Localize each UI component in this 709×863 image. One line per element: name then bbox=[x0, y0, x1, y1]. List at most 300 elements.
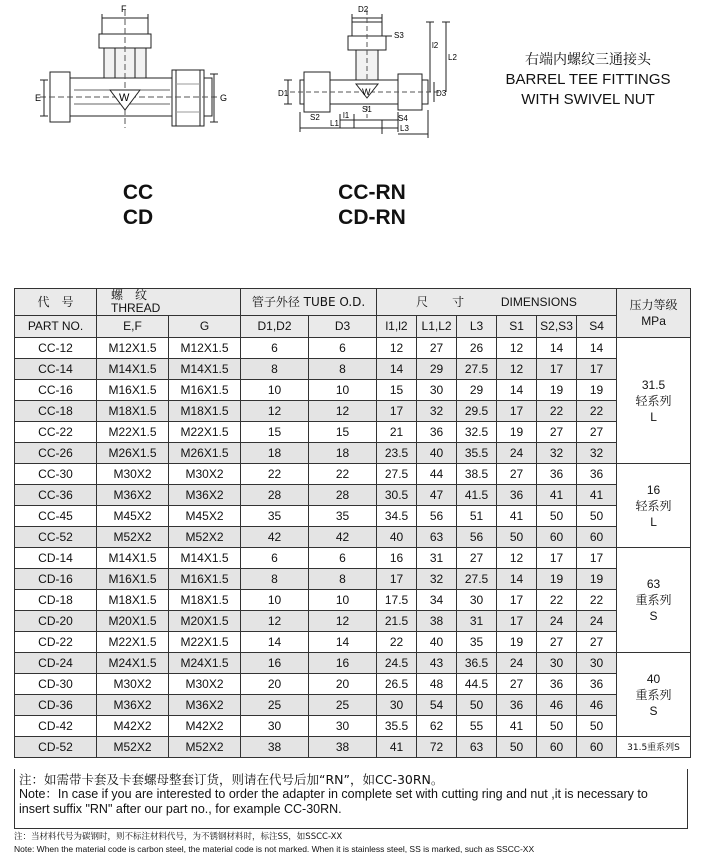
spec-cell: 32.5 bbox=[457, 422, 497, 443]
spec-cell: M24X1.5 bbox=[97, 653, 169, 674]
table-row bbox=[15, 338, 691, 359]
spec-cell: M52X2 bbox=[169, 737, 241, 758]
spec-cell: 30 bbox=[241, 716, 309, 737]
spec-cell: 19 bbox=[577, 569, 617, 590]
part-number-cell: CC-45 bbox=[15, 506, 97, 527]
spec-cell: 35 bbox=[457, 632, 497, 653]
spec-cell: 36 bbox=[537, 674, 577, 695]
spec-cell: M12X1.5 bbox=[97, 338, 169, 359]
product-title bbox=[478, 50, 698, 110]
title-en-line1: BARREL TEE FITTINGS bbox=[505, 71, 671, 88]
spec-cell: 35 bbox=[241, 506, 309, 527]
pressure-code: S bbox=[649, 609, 658, 623]
spec-cell: 41 bbox=[497, 506, 537, 527]
spec-cell: 27.5 bbox=[457, 359, 497, 380]
spec-cell: 19 bbox=[497, 632, 537, 653]
spec-cell: 22 bbox=[309, 464, 377, 485]
header-col: E,F bbox=[97, 316, 169, 338]
label-W-right: W bbox=[362, 87, 371, 97]
pressure-group-cell bbox=[617, 548, 691, 653]
spec-cell: 8 bbox=[309, 359, 377, 380]
spec-cell: 29 bbox=[417, 359, 457, 380]
spec-cell: 46 bbox=[577, 695, 617, 716]
spec-cell: 25 bbox=[241, 695, 309, 716]
spec-cell: 8 bbox=[241, 359, 309, 380]
spec-cell: 14 bbox=[497, 569, 537, 590]
spec-cell: 26.5 bbox=[377, 674, 417, 695]
table-row bbox=[15, 590, 691, 611]
spec-cell: 56 bbox=[457, 527, 497, 548]
part-number-cell: CC-26 bbox=[15, 443, 97, 464]
spec-cell: 34.5 bbox=[377, 506, 417, 527]
table-row bbox=[15, 422, 691, 443]
spec-cell: 12 bbox=[309, 401, 377, 422]
header-pressure bbox=[617, 289, 691, 338]
label-l2: l2 bbox=[432, 41, 439, 50]
spec-cell: 17 bbox=[537, 359, 577, 380]
technical-drawings bbox=[0, 0, 709, 280]
code-cd: CD bbox=[122, 206, 154, 229]
spec-cell: M14X1.5 bbox=[169, 359, 241, 380]
header-tube-od: 管子外径 TUBE O.D. bbox=[241, 289, 377, 316]
spec-cell: 10 bbox=[241, 590, 309, 611]
spec-cell: 41 bbox=[377, 737, 417, 758]
title-cn: 右端内螺纹三通接头 bbox=[525, 52, 651, 68]
pressure-mpa: 16 bbox=[646, 482, 661, 497]
spec-cell: 32 bbox=[417, 401, 457, 422]
right-tee-drawing bbox=[284, 10, 450, 138]
spec-cell: 22 bbox=[577, 401, 617, 422]
spec-cell: 10 bbox=[309, 590, 377, 611]
header-col: D3 bbox=[309, 316, 377, 338]
spec-cell: 27 bbox=[497, 674, 537, 695]
table-row bbox=[15, 695, 691, 716]
spec-cell: 10 bbox=[241, 380, 309, 401]
pressure-cn: 轻系列 bbox=[635, 498, 672, 513]
spec-cell: 14 bbox=[377, 359, 417, 380]
header-col: S2,S3 bbox=[537, 316, 577, 338]
table-row bbox=[15, 569, 691, 590]
table-row bbox=[15, 611, 691, 632]
pressure-mpa: 31.5 bbox=[641, 377, 666, 392]
part-number-cell: CD-52 bbox=[15, 737, 97, 758]
order-note bbox=[14, 769, 688, 829]
header-col: L1,L2 bbox=[417, 316, 457, 338]
spec-cell: 40 bbox=[417, 632, 457, 653]
spec-cell: 50 bbox=[497, 527, 537, 548]
spec-cell: 27 bbox=[457, 548, 497, 569]
label-W-left: W bbox=[119, 92, 130, 104]
spec-cell: M30X2 bbox=[169, 464, 241, 485]
spec-cell: 30 bbox=[537, 653, 577, 674]
spec-cell: 14 bbox=[309, 632, 377, 653]
table-row bbox=[15, 674, 691, 695]
spec-cell: 21.5 bbox=[377, 611, 417, 632]
spec-cell: M16X1.5 bbox=[169, 380, 241, 401]
spec-cell: 27 bbox=[577, 632, 617, 653]
spec-cell: 41.5 bbox=[457, 485, 497, 506]
table-row bbox=[15, 485, 691, 506]
note-en-line2: insert suffix "RN" after our part no., for example CC-30RN. bbox=[19, 802, 342, 816]
header-dimensions bbox=[377, 289, 617, 316]
spec-cell: 63 bbox=[417, 527, 457, 548]
code-cd-rn: CD-RN bbox=[338, 206, 406, 229]
code-cc: CC bbox=[122, 181, 154, 204]
spec-cell: 8 bbox=[309, 569, 377, 590]
spec-cell: 30 bbox=[417, 380, 457, 401]
spec-cell: 22 bbox=[577, 590, 617, 611]
spec-cell: 17 bbox=[537, 548, 577, 569]
pressure-code: L bbox=[650, 409, 657, 424]
part-number-cell: CD-14 bbox=[15, 548, 97, 569]
spec-cell: 30 bbox=[377, 695, 417, 716]
header-dim-cn: 尺 寸 bbox=[416, 294, 465, 309]
spec-cell: 29 bbox=[457, 380, 497, 401]
spec-cell: 24 bbox=[537, 611, 577, 632]
label-D3: D3 bbox=[436, 89, 447, 98]
spec-cell: 36 bbox=[577, 674, 617, 695]
spec-cell: 44.5 bbox=[457, 674, 497, 695]
footnote-en: Note: When the material code is carbon steel, the material code is not marked. When it is stainless steel, SS is marked, such as SSCC-XX bbox=[14, 844, 535, 854]
spec-cell: 35.5 bbox=[457, 443, 497, 464]
spec-cell: 46 bbox=[537, 695, 577, 716]
pressure-group-cell bbox=[617, 653, 691, 737]
part-number-cell: CC-14 bbox=[15, 359, 97, 380]
label-L1: L1 bbox=[330, 119, 339, 128]
spec-cell: 17 bbox=[377, 401, 417, 422]
part-number-cell: CC-52 bbox=[15, 527, 97, 548]
spec-cell: 19 bbox=[537, 569, 577, 590]
spec-cell: 50 bbox=[577, 716, 617, 737]
spec-cell: 50 bbox=[577, 506, 617, 527]
spec-cell: 12 bbox=[377, 338, 417, 359]
spec-cell: 6 bbox=[241, 338, 309, 359]
spec-cell: M18X1.5 bbox=[169, 590, 241, 611]
spec-cell: 15 bbox=[241, 422, 309, 443]
header-thread-en: THREAD bbox=[111, 301, 161, 315]
spec-cell: 19 bbox=[577, 380, 617, 401]
table-row bbox=[15, 443, 691, 464]
pressure-single: 31.5重系列S bbox=[627, 742, 680, 753]
spec-cell: 14 bbox=[577, 338, 617, 359]
spec-cell: 54 bbox=[417, 695, 457, 716]
spec-cell: 31 bbox=[457, 611, 497, 632]
spec-cell: 36.5 bbox=[457, 653, 497, 674]
pressure-code: L bbox=[650, 514, 657, 529]
spec-cell: 24 bbox=[577, 611, 617, 632]
spec-cell: 36 bbox=[497, 695, 537, 716]
table-row bbox=[15, 527, 691, 548]
spec-cell: 20 bbox=[309, 674, 377, 695]
spec-cell: M45X2 bbox=[169, 506, 241, 527]
spec-cell: 20 bbox=[241, 674, 309, 695]
header-thread-cn: 螺 纹 bbox=[111, 288, 148, 302]
header-col: L3 bbox=[457, 316, 497, 338]
table-row bbox=[15, 464, 691, 485]
label-G: G bbox=[220, 93, 228, 103]
spec-cell: 30 bbox=[577, 653, 617, 674]
codes-left bbox=[108, 180, 168, 230]
spec-cell: M26X1.5 bbox=[169, 443, 241, 464]
spec-cell: 24 bbox=[497, 443, 537, 464]
spec-cell: 44 bbox=[417, 464, 457, 485]
part-number-cell: CD-30 bbox=[15, 674, 97, 695]
spec-cell: 51 bbox=[457, 506, 497, 527]
table-row bbox=[15, 548, 691, 569]
spec-cell: 27 bbox=[577, 422, 617, 443]
spec-cell: 32 bbox=[537, 443, 577, 464]
spec-cell: M42X2 bbox=[169, 716, 241, 737]
spec-cell: M18X1.5 bbox=[97, 590, 169, 611]
spec-cell: 42 bbox=[309, 527, 377, 548]
spec-cell: M16X1.5 bbox=[97, 380, 169, 401]
pressure-group-cell bbox=[617, 338, 691, 464]
pressure-cn: 轻系列 bbox=[635, 393, 672, 408]
spec-cell: M20X1.5 bbox=[97, 611, 169, 632]
spec-cell: 17 bbox=[577, 548, 617, 569]
spec-cell: 27 bbox=[537, 422, 577, 443]
spec-cell: M18X1.5 bbox=[169, 401, 241, 422]
spec-cell: 60 bbox=[537, 527, 577, 548]
spec-cell: 43 bbox=[417, 653, 457, 674]
spec-cell: M12X1.5 bbox=[169, 338, 241, 359]
spec-cell: 22 bbox=[537, 401, 577, 422]
spec-cell: 17 bbox=[497, 611, 537, 632]
spec-cell: 62 bbox=[417, 716, 457, 737]
table-header bbox=[15, 289, 691, 338]
spec-cell: 22 bbox=[377, 632, 417, 653]
spec-cell: M22X1.5 bbox=[97, 422, 169, 443]
spec-cell: M14X1.5 bbox=[169, 548, 241, 569]
spec-cell: 27 bbox=[497, 464, 537, 485]
table-body bbox=[15, 338, 691, 758]
spec-cell: 63 bbox=[457, 737, 497, 758]
spec-cell: 50 bbox=[497, 737, 537, 758]
spec-table bbox=[14, 288, 691, 758]
spec-cell: M14X1.5 bbox=[97, 548, 169, 569]
spec-cell: 15 bbox=[309, 422, 377, 443]
spec-cell: 12 bbox=[497, 548, 537, 569]
spec-cell: M52X2 bbox=[97, 737, 169, 758]
spec-cell: 50 bbox=[537, 506, 577, 527]
spec-cell: 60 bbox=[537, 737, 577, 758]
table-row bbox=[15, 653, 691, 674]
spec-cell: 38.5 bbox=[457, 464, 497, 485]
pressure-cn: 重系列 bbox=[635, 687, 672, 702]
header-thread bbox=[97, 289, 241, 316]
spec-cell: 28 bbox=[309, 485, 377, 506]
spec-cell: M22X1.5 bbox=[169, 422, 241, 443]
label-D2: D2 bbox=[358, 5, 369, 14]
table-row bbox=[15, 359, 691, 380]
spec-cell: 29.5 bbox=[457, 401, 497, 422]
label-S3: S3 bbox=[394, 31, 404, 40]
note-cn: 注：如需带卡套及卡套螺母整套订货，则请在代号后加“RN”，如CC-30RN。 bbox=[19, 772, 444, 787]
pressure-group-cell bbox=[617, 737, 691, 758]
left-tee-drawing bbox=[40, 10, 220, 128]
spec-cell: 47 bbox=[417, 485, 457, 506]
label-F: F bbox=[121, 4, 127, 14]
spec-cell: 30 bbox=[457, 590, 497, 611]
part-number-cell: CD-22 bbox=[15, 632, 97, 653]
label-D1: D1 bbox=[278, 89, 289, 98]
spec-cell: M36X2 bbox=[169, 485, 241, 506]
codes-right bbox=[322, 180, 422, 230]
spec-cell: 19 bbox=[537, 380, 577, 401]
header-pressure-unit: MPa bbox=[641, 314, 666, 328]
spec-cell: 12 bbox=[497, 338, 537, 359]
title-en-line2: WITH SWIVEL NUT bbox=[521, 91, 655, 108]
pressure-cn: 重系列 bbox=[635, 593, 672, 607]
spec-cell: 35 bbox=[309, 506, 377, 527]
spec-cell: 32 bbox=[577, 443, 617, 464]
label-S1: S1 bbox=[362, 105, 372, 114]
part-number-cell: CD-42 bbox=[15, 716, 97, 737]
label-l1: l1 bbox=[343, 111, 350, 120]
part-number-cell: CD-18 bbox=[15, 590, 97, 611]
spec-cell: M52X2 bbox=[169, 527, 241, 548]
spec-cell: 17 bbox=[497, 590, 537, 611]
header-part-en: PART NO. bbox=[15, 316, 97, 338]
part-number-cell: CC-16 bbox=[15, 380, 97, 401]
spec-cell: 22 bbox=[537, 590, 577, 611]
spec-cell: M36X2 bbox=[97, 485, 169, 506]
spec-cell: 36 bbox=[417, 422, 457, 443]
spec-cell: 6 bbox=[309, 338, 377, 359]
spec-cell: 6 bbox=[241, 548, 309, 569]
spec-cell: M36X2 bbox=[169, 695, 241, 716]
spec-cell: 16 bbox=[309, 653, 377, 674]
spec-cell: 19 bbox=[497, 422, 537, 443]
spec-cell: 25 bbox=[309, 695, 377, 716]
part-number-cell: CC-12 bbox=[15, 338, 97, 359]
spec-cell: 17.5 bbox=[377, 590, 417, 611]
spec-cell: 17 bbox=[577, 359, 617, 380]
label-S2: S2 bbox=[310, 113, 320, 122]
spec-cell: 16 bbox=[377, 548, 417, 569]
spec-cell: 24.5 bbox=[377, 653, 417, 674]
label-E: E bbox=[35, 93, 42, 103]
spec-cell: M30X2 bbox=[97, 674, 169, 695]
table-row bbox=[15, 632, 691, 653]
spec-cell: M24X1.5 bbox=[169, 653, 241, 674]
spec-cell: 10 bbox=[309, 380, 377, 401]
spec-cell: 31 bbox=[417, 548, 457, 569]
spec-cell: 24 bbox=[497, 653, 537, 674]
spec-cell: 36 bbox=[537, 464, 577, 485]
part-number-cell: CD-20 bbox=[15, 611, 97, 632]
pressure-code: S bbox=[649, 703, 658, 718]
header-col: G bbox=[169, 316, 241, 338]
label-L2: L2 bbox=[448, 53, 457, 62]
spec-cell: 38 bbox=[241, 737, 309, 758]
spec-cell: 50 bbox=[537, 716, 577, 737]
header-col: S1 bbox=[497, 316, 537, 338]
spec-cell: M52X2 bbox=[97, 527, 169, 548]
spec-cell: 12 bbox=[497, 359, 537, 380]
table-row bbox=[15, 401, 691, 422]
spec-cell: 12 bbox=[241, 611, 309, 632]
pressure-group-cell bbox=[617, 464, 691, 548]
spec-cell: 14 bbox=[537, 338, 577, 359]
table-row bbox=[15, 380, 691, 401]
spec-cell: 38 bbox=[417, 611, 457, 632]
spec-cell: 41 bbox=[577, 485, 617, 506]
spec-cell: 18 bbox=[241, 443, 309, 464]
spec-cell: 30.5 bbox=[377, 485, 417, 506]
header-dim-en: DIMENSIONS bbox=[500, 294, 577, 309]
part-number-cell: CC-36 bbox=[15, 485, 97, 506]
spec-cell: 6 bbox=[309, 548, 377, 569]
spec-cell: 34 bbox=[417, 590, 457, 611]
spec-cell: M22X1.5 bbox=[169, 632, 241, 653]
spec-cell: M45X2 bbox=[97, 506, 169, 527]
spec-cell: 8 bbox=[241, 569, 309, 590]
spec-cell: 48 bbox=[417, 674, 457, 695]
spec-cell: 23.5 bbox=[377, 443, 417, 464]
spec-cell: 26 bbox=[457, 338, 497, 359]
part-number-cell: CC-18 bbox=[15, 401, 97, 422]
spec-cell: M36X2 bbox=[97, 695, 169, 716]
part-number-cell: CD-24 bbox=[15, 653, 97, 674]
label-S4: S4 bbox=[398, 114, 408, 123]
spec-cell: 27.5 bbox=[377, 464, 417, 485]
spec-cell: M30X2 bbox=[97, 464, 169, 485]
note-en-line1: Note：In case if you are interested to order the adapter in complete set with cutting ring and nut ,it is necessary to bbox=[19, 787, 648, 801]
spec-cell: M26X1.5 bbox=[97, 443, 169, 464]
spec-cell: 56 bbox=[417, 506, 457, 527]
footnote-cn: 注：当材料代号为碳钢时，则不标注材料代号，为不锈钢材料时，标注SS，如SSCC-XX bbox=[14, 832, 343, 842]
spec-cell: 30 bbox=[309, 716, 377, 737]
spec-cell: 60 bbox=[577, 527, 617, 548]
header-col: S4 bbox=[577, 316, 617, 338]
spec-cell: 55 bbox=[457, 716, 497, 737]
spec-cell: M18X1.5 bbox=[97, 401, 169, 422]
header-col: l1,l2 bbox=[377, 316, 417, 338]
spec-cell: 17 bbox=[377, 569, 417, 590]
spec-cell: M42X2 bbox=[97, 716, 169, 737]
code-cc-rn: CC-RN bbox=[338, 181, 406, 204]
spec-cell: M14X1.5 bbox=[97, 359, 169, 380]
spec-cell: 22 bbox=[241, 464, 309, 485]
part-number-cell: CC-30 bbox=[15, 464, 97, 485]
spec-cell: 14 bbox=[241, 632, 309, 653]
spec-cell: M20X1.5 bbox=[169, 611, 241, 632]
pressure-mpa: 63 bbox=[646, 577, 661, 591]
spec-cell: 32 bbox=[417, 569, 457, 590]
spec-cell: 36 bbox=[577, 464, 617, 485]
pressure-mpa: 40 bbox=[646, 671, 661, 686]
table-row bbox=[15, 716, 691, 737]
spec-cell: 15 bbox=[377, 380, 417, 401]
spec-cell: 50 bbox=[457, 695, 497, 716]
spec-cell: 28 bbox=[241, 485, 309, 506]
table-row bbox=[15, 737, 691, 758]
spec-cell: 42 bbox=[241, 527, 309, 548]
spec-cell: 21 bbox=[377, 422, 417, 443]
spec-cell: 16 bbox=[241, 653, 309, 674]
spec-cell: 27.5 bbox=[457, 569, 497, 590]
spec-cell: 35.5 bbox=[377, 716, 417, 737]
table-row bbox=[15, 506, 691, 527]
spec-cell: 72 bbox=[417, 737, 457, 758]
header-col: D1,D2 bbox=[241, 316, 309, 338]
spec-cell: 27 bbox=[417, 338, 457, 359]
spec-cell: 12 bbox=[309, 611, 377, 632]
part-number-cell: CC-22 bbox=[15, 422, 97, 443]
spec-cell: 38 bbox=[309, 737, 377, 758]
header-part-cn: 代 号 bbox=[15, 289, 97, 316]
